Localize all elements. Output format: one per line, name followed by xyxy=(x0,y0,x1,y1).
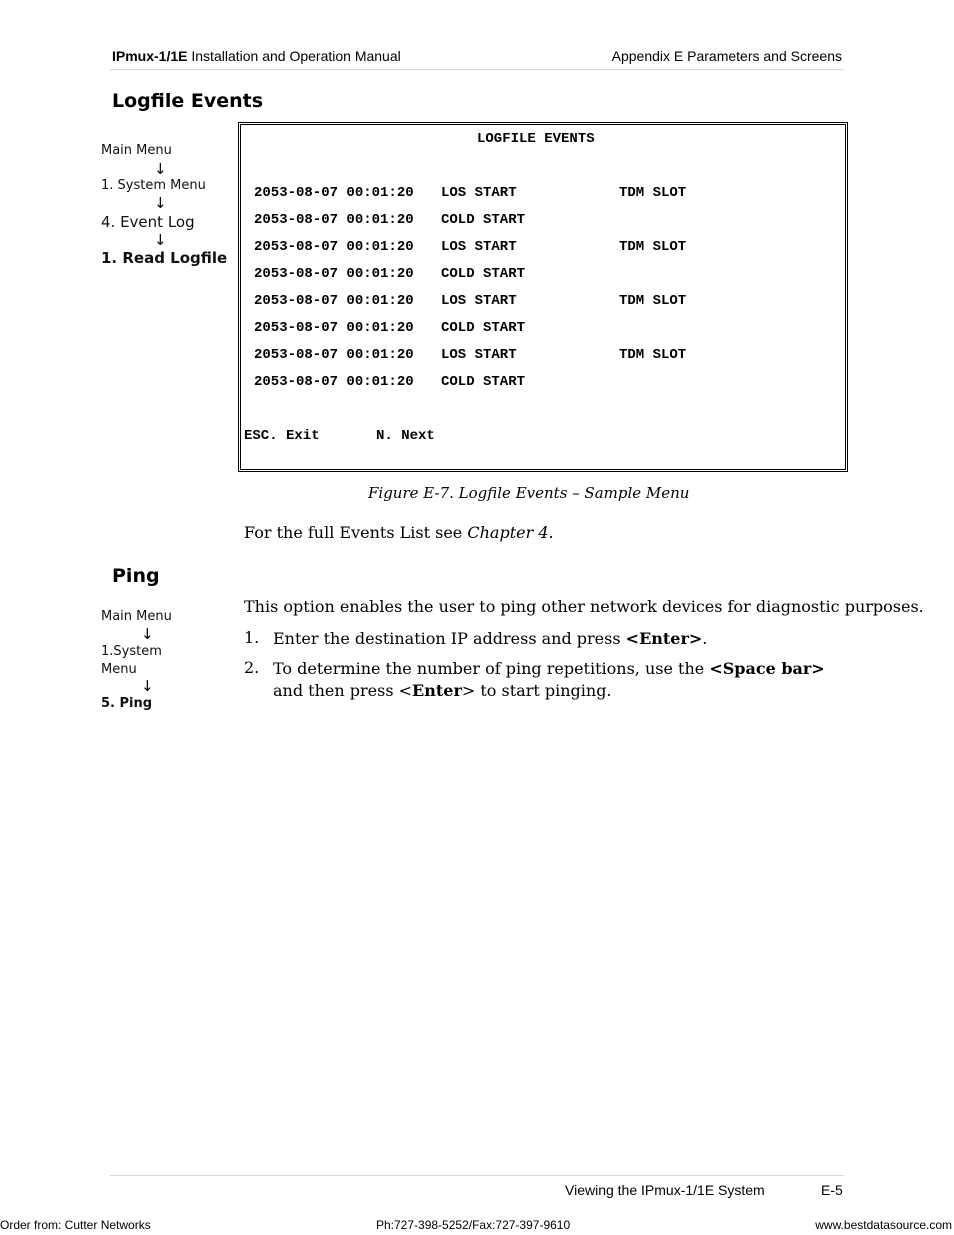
website-link[interactable]: www.bestdatasource.com xyxy=(815,1218,952,1232)
menu-path-main-menu: Main Menu xyxy=(101,609,172,624)
note-text: For the full Events List see xyxy=(244,523,468,542)
event-description: COLD START xyxy=(441,266,526,282)
event-source: TDM SLOT xyxy=(619,185,687,201)
down-arrow-icon: ↓ xyxy=(154,231,167,249)
event-datetime: 2053-08-07 00:01:20 xyxy=(254,320,414,336)
menu-path-system-menu: 1. System Menu xyxy=(101,178,206,193)
event-datetime: 2053-08-07 00:01:20 xyxy=(254,266,414,282)
event-datetime: 2053-08-07 00:01:20 xyxy=(254,293,414,309)
step-text xyxy=(273,628,843,650)
space-bar-key-label: <Space bar> xyxy=(709,659,825,678)
menu-path-menu: Menu xyxy=(101,662,137,677)
down-arrow-icon: ↓ xyxy=(141,625,154,643)
running-header-title xyxy=(112,48,401,64)
step-text-part: > to start pinging. xyxy=(461,681,612,700)
step-text-part: To determine the number of ping repetitions, use the xyxy=(273,659,710,678)
down-arrow-icon: ↓ xyxy=(154,160,167,178)
running-header-appendix: Appendix E Parameters and Screens xyxy=(611,48,842,64)
product-name: IPmux-1/1E xyxy=(112,48,188,64)
events-list-note xyxy=(244,523,554,542)
event-datetime: 2053-08-07 00:01:20 xyxy=(254,374,414,390)
logfile-events-screen xyxy=(238,122,848,472)
step-text-part: Enter the destination IP address and press xyxy=(273,629,626,648)
manual-title: Installation and Operation Manual xyxy=(187,48,401,64)
footer-rule xyxy=(110,1175,844,1176)
enter-key-label: <Enter> xyxy=(625,629,703,648)
step-text-part: and then press < xyxy=(273,681,413,700)
down-arrow-icon: ↓ xyxy=(141,677,154,695)
footer-section-title: Viewing the IPmux-1/1E System xyxy=(565,1182,765,1198)
event-description: LOS START xyxy=(441,347,517,363)
menu-path-event-log: 4. Event Log xyxy=(101,213,195,231)
step-number: 1. xyxy=(244,628,260,647)
event-description: LOS START xyxy=(441,239,517,255)
menu-path-system: 1.System xyxy=(101,644,162,659)
event-description: LOS START xyxy=(441,185,517,201)
menu-path-read-logfile: 1. Read Logfile xyxy=(101,249,228,267)
logfile-events-heading: Logfile Events xyxy=(112,90,264,112)
down-arrow-icon: ↓ xyxy=(154,194,167,212)
enter-key-label: Enter xyxy=(412,681,462,700)
event-description: COLD START xyxy=(441,374,526,390)
step-text xyxy=(273,658,843,702)
order-from-text: Order from: Cutter Networks xyxy=(0,1218,151,1232)
ping-heading: Ping xyxy=(112,565,160,587)
event-source: TDM SLOT xyxy=(619,293,687,309)
figure-caption: Figure E-7. Logfile Events – Sample Menu xyxy=(368,484,690,502)
step-number: 2. xyxy=(244,658,260,677)
menu-path-main-menu: Main Menu xyxy=(101,143,172,158)
screen-title: LOGFILE EVENTS xyxy=(477,131,595,147)
event-datetime: 2053-08-07 00:01:20 xyxy=(254,185,414,201)
note-period: . xyxy=(548,523,554,542)
event-source: TDM SLOT xyxy=(619,347,687,363)
header-rule xyxy=(110,69,844,70)
event-datetime: 2053-08-07 00:01:20 xyxy=(254,347,414,363)
next-key-option[interactable]: N. Next xyxy=(376,428,435,444)
chapter-reference: Chapter 4 xyxy=(467,523,549,542)
event-source: TDM SLOT xyxy=(619,239,687,255)
phone-fax-text: Ph:727-398-5252/Fax:727-397-9610 xyxy=(376,1218,571,1232)
event-description: COLD START xyxy=(441,212,526,228)
step-text-part: . xyxy=(702,629,708,648)
event-description: LOS START xyxy=(441,293,517,309)
event-datetime: 2053-08-07 00:01:20 xyxy=(254,212,414,228)
event-datetime: 2053-08-07 00:01:20 xyxy=(254,239,414,255)
exit-key-option[interactable]: ESC. Exit xyxy=(244,428,320,444)
page-number: E-5 xyxy=(821,1182,843,1198)
event-description: COLD START xyxy=(441,320,526,336)
ping-intro: This option enables the user to ping other network devices for diagnostic purposes. xyxy=(244,597,924,616)
menu-path-ping: 5. Ping xyxy=(101,696,153,711)
